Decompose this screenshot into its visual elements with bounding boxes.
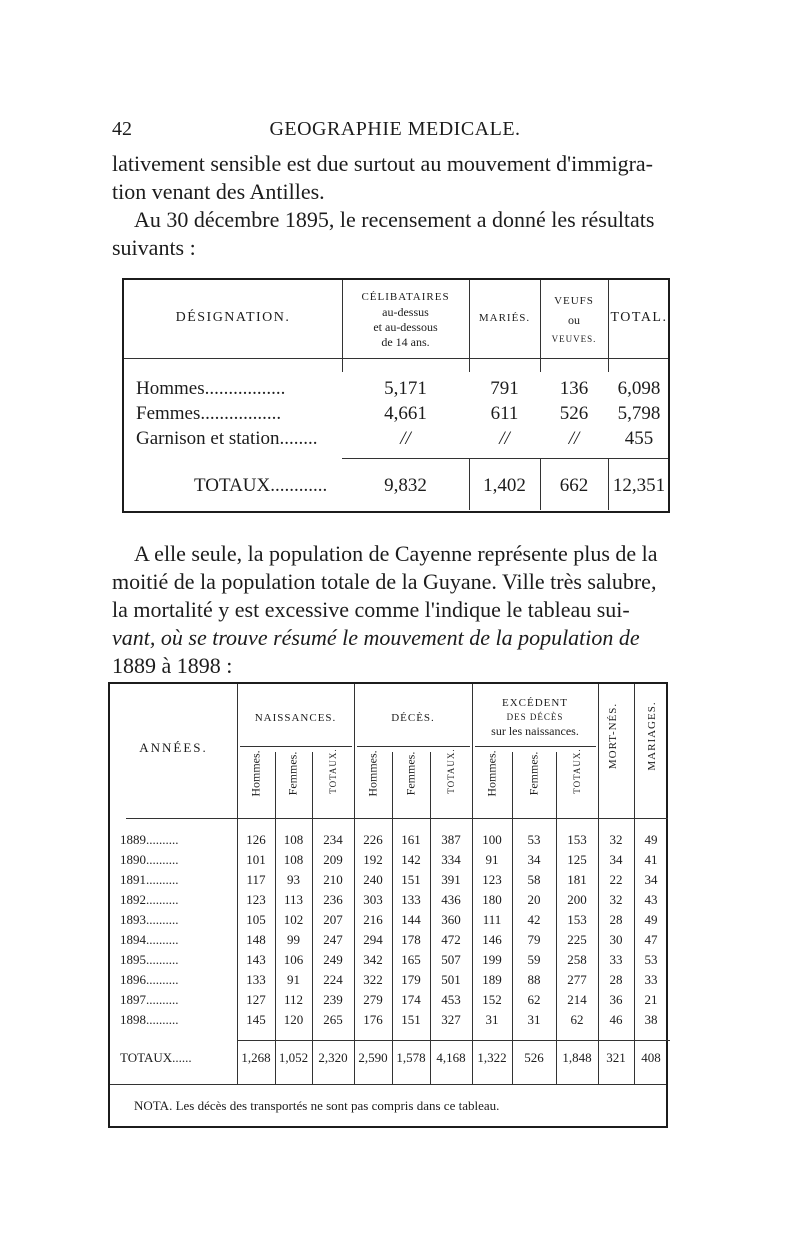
- year-cell: 1891..........: [120, 872, 179, 887]
- value-cell: 101: [246, 852, 266, 867]
- census-table: [122, 278, 670, 513]
- value-cell: 453: [441, 992, 461, 1007]
- population-movement-table: [108, 682, 668, 1128]
- value-cell: 258: [567, 952, 587, 967]
- value-cell: 192: [363, 852, 383, 867]
- value-cell: 143: [246, 952, 266, 967]
- value-cell: 123: [482, 872, 502, 887]
- value-cell: 240: [363, 872, 383, 887]
- value-cell: 31: [485, 1012, 499, 1027]
- value-cell: 146: [482, 932, 502, 947]
- value-cell: 207: [323, 912, 343, 927]
- value-cell: 436: [441, 892, 461, 907]
- value-cell: 59: [527, 952, 541, 967]
- header-excedent: EXCÉDENT DES DÉCÈS sur les naissances.: [491, 697, 579, 738]
- value-cell: 152: [482, 992, 502, 1007]
- value-cell: 62: [527, 992, 541, 1007]
- value-cell: 108: [283, 852, 304, 867]
- value-cell: 20: [527, 892, 541, 907]
- text-line: Au 30 décembre 1895, le recensement a donné les résultats: [134, 207, 655, 232]
- value-cell: 125: [567, 852, 587, 867]
- value-cell: 46: [609, 1012, 623, 1027]
- running-head: [112, 118, 678, 142]
- value-cell: 112: [283, 992, 304, 1007]
- text-line: 1889 à 1898 :: [112, 653, 233, 678]
- value-cell: 225: [567, 932, 587, 947]
- value-cell: 144: [401, 912, 421, 927]
- value-cell: 33: [644, 972, 658, 987]
- value-cell: 93: [287, 872, 300, 887]
- text-line: suivants :: [112, 235, 196, 260]
- value-cell: 32: [609, 832, 623, 847]
- header-naissances: NAISSANCES.: [254, 712, 337, 724]
- header-annees: ANNÉES.: [139, 740, 208, 755]
- value-cell: 277: [567, 972, 587, 987]
- value-cell: 53: [644, 952, 658, 967]
- value-cell: 294: [363, 932, 383, 947]
- value-cell: 334: [441, 852, 461, 867]
- header-mort-nes: MORT-NÉS.: [607, 702, 619, 770]
- value-cell: 176: [363, 1012, 383, 1027]
- value-cell: 108: [283, 832, 304, 847]
- value-cell: 102: [283, 912, 304, 927]
- table-row: [110, 832, 666, 850]
- value-cell: 100: [482, 832, 502, 847]
- header-celibataires: CÉLIBATAIRES au-dessus et au-dessous de 14 ans.: [361, 291, 450, 349]
- subheader-totaux: TOTAUX.: [328, 748, 338, 794]
- value-cell: 43: [644, 892, 658, 907]
- value-cell: 127: [246, 992, 266, 1007]
- value-cell: 47: [644, 932, 658, 947]
- table-row: [110, 992, 666, 1010]
- paragraph-2: [112, 540, 670, 680]
- table-row: [110, 852, 666, 870]
- value-cell: 174: [401, 992, 421, 1007]
- value-cell: 79: [527, 932, 541, 947]
- value-cell: 53: [527, 832, 541, 847]
- table-note: NOTA. Les décès des transportés ne sont pas compris dans ce tableau.: [134, 1098, 500, 1113]
- year-cell: 1892..........: [120, 892, 179, 907]
- value-cell: 360: [441, 912, 461, 927]
- value-cell: 49: [644, 912, 658, 927]
- value-cell: 30: [609, 932, 623, 947]
- table-row: Hommes................. 5,171 791 136 6,098: [136, 378, 661, 399]
- value-cell: 32: [609, 892, 623, 907]
- value-cell: 105: [246, 912, 266, 927]
- value-cell: 161: [401, 832, 421, 847]
- value-cell: 126: [246, 832, 266, 847]
- value-cell: 178: [401, 932, 421, 947]
- header-total: TOTAL.: [610, 310, 668, 325]
- header-deces: DÉCÈS.: [391, 712, 435, 724]
- value-cell: 88: [527, 972, 541, 987]
- subheader-totaux: TOTAUX.: [446, 748, 456, 794]
- value-cell: 507: [441, 952, 461, 967]
- value-cell: 214: [567, 992, 587, 1007]
- header-maries: MARIÉS.: [478, 312, 531, 324]
- value-cell: 142: [401, 852, 421, 867]
- table-row: [110, 892, 666, 910]
- value-cell: 303: [363, 892, 383, 907]
- subheader-hommes: Hommes.: [248, 750, 263, 797]
- table-row: Garnison et station........ // // // 455: [136, 428, 654, 449]
- value-cell: 210: [323, 872, 343, 887]
- table-row: [110, 972, 666, 990]
- table-row: [110, 952, 666, 970]
- value-cell: 91: [287, 972, 300, 987]
- value-cell: 28: [609, 912, 623, 927]
- subheader-femmes: Femmes.: [285, 751, 300, 796]
- value-cell: 209: [323, 852, 343, 867]
- value-cell: 472: [441, 932, 461, 947]
- page-number: 42: [112, 118, 132, 140]
- subheader-hommes: Hommes.: [365, 750, 380, 797]
- value-cell: 21: [644, 992, 658, 1007]
- text-line: A elle seule, la population de Cayenne représente plus de la: [134, 541, 658, 566]
- totals-row: TOTAUX...... 1,268 1,052 2,320 2,590 1,578 4,168 1,322 526 1,848 321 408: [120, 1050, 661, 1065]
- subheader-femmes: Femmes.: [526, 751, 541, 796]
- header-mariages: MARIAGES.: [646, 701, 658, 771]
- text-line: vant, où se trouve résumé le mouvement de la population de: [112, 625, 640, 650]
- table-row: Femmes................. 4,661 611 526 5,798: [136, 403, 661, 424]
- value-cell: 181: [567, 872, 587, 887]
- subheader-femmes: Femmes.: [403, 751, 418, 796]
- value-cell: 153: [567, 912, 587, 927]
- value-cell: 236: [323, 892, 343, 907]
- value-cell: 41: [644, 852, 658, 867]
- value-cell: 165: [401, 952, 421, 967]
- value-cell: 265: [323, 1012, 343, 1027]
- totals-row: TOTAUX............ 9,832 1,402 662 12,351: [194, 475, 666, 496]
- value-cell: 123: [246, 892, 266, 907]
- value-cell: 106: [283, 952, 304, 967]
- text-line: tion venant des Antilles.: [112, 179, 325, 204]
- header-veufs: VEUFS ou VEUVES.: [551, 295, 597, 344]
- table-row: [110, 932, 666, 950]
- value-cell: 216: [363, 912, 383, 927]
- year-cell: 1896..........: [120, 972, 179, 987]
- value-cell: 239: [323, 992, 343, 1007]
- year-cell: 1890..........: [120, 852, 179, 867]
- text-line: moitié de la population totale de la Guyane. Ville très salubre,: [112, 569, 657, 594]
- value-cell: 226: [363, 832, 383, 847]
- value-cell: 234: [323, 832, 343, 847]
- value-cell: 62: [570, 1012, 584, 1027]
- year-cell: 1898..........: [120, 1012, 179, 1027]
- subheader-totaux: TOTAUX.: [572, 748, 582, 794]
- value-cell: 189: [482, 972, 502, 987]
- value-cell: 501: [441, 972, 461, 987]
- value-cell: 322: [363, 972, 383, 987]
- value-cell: 391: [441, 872, 461, 887]
- year-cell: 1889..........: [120, 832, 179, 847]
- table-row: [110, 872, 666, 890]
- value-cell: 249: [323, 952, 343, 967]
- header-designation: DÉSIGNATION.: [175, 310, 291, 325]
- value-cell: 145: [246, 1012, 266, 1027]
- value-cell: 34: [527, 852, 541, 867]
- value-cell: 199: [482, 952, 502, 967]
- value-cell: 31: [527, 1012, 541, 1027]
- value-cell: 148: [246, 932, 266, 947]
- value-cell: 58: [527, 872, 541, 887]
- value-cell: 111: [482, 912, 502, 927]
- year-cell: 1893..........: [120, 912, 179, 927]
- value-cell: 200: [567, 892, 587, 907]
- text-line: lativement sensible est due surtout au mouvement d'immigra-: [112, 151, 654, 176]
- value-cell: 179: [401, 972, 421, 987]
- value-cell: 49: [644, 832, 658, 847]
- value-cell: 133: [401, 892, 421, 907]
- value-cell: 327: [441, 1012, 461, 1027]
- table-row: [110, 912, 666, 930]
- year-cell: 1894..........: [120, 932, 179, 947]
- value-cell: 99: [287, 932, 300, 947]
- value-cell: 38: [644, 1012, 658, 1027]
- value-cell: 22: [609, 872, 623, 887]
- value-cell: 224: [323, 972, 343, 987]
- table-row: [110, 1012, 666, 1030]
- year-cell: 1895..........: [120, 952, 179, 967]
- value-cell: 387: [441, 832, 461, 847]
- value-cell: 42: [527, 912, 541, 927]
- value-cell: 120: [283, 1012, 304, 1027]
- running-title: GEOGRAPHIE MEDICALE.: [269, 118, 521, 140]
- value-cell: 342: [363, 952, 383, 967]
- value-cell: 151: [401, 1012, 421, 1027]
- subheader-hommes: Hommes.: [484, 750, 499, 797]
- value-cell: 151: [401, 872, 421, 887]
- value-cell: 279: [363, 992, 383, 1007]
- value-cell: 33: [609, 952, 623, 967]
- paragraph-1: [112, 150, 670, 262]
- value-cell: 91: [485, 852, 499, 867]
- value-cell: 34: [609, 852, 623, 867]
- value-cell: 36: [609, 992, 623, 1007]
- value-cell: 117: [246, 872, 266, 887]
- value-cell: 153: [567, 832, 587, 847]
- text-line: la mortalité y est excessive comme l'indique le tableau sui-: [112, 597, 630, 622]
- value-cell: 180: [482, 892, 502, 907]
- year-cell: 1897..........: [120, 992, 179, 1007]
- value-cell: 247: [323, 932, 343, 947]
- value-cell: 28: [609, 972, 623, 987]
- value-cell: 113: [283, 892, 304, 907]
- value-cell: 34: [644, 872, 658, 887]
- value-cell: 133: [246, 972, 266, 987]
